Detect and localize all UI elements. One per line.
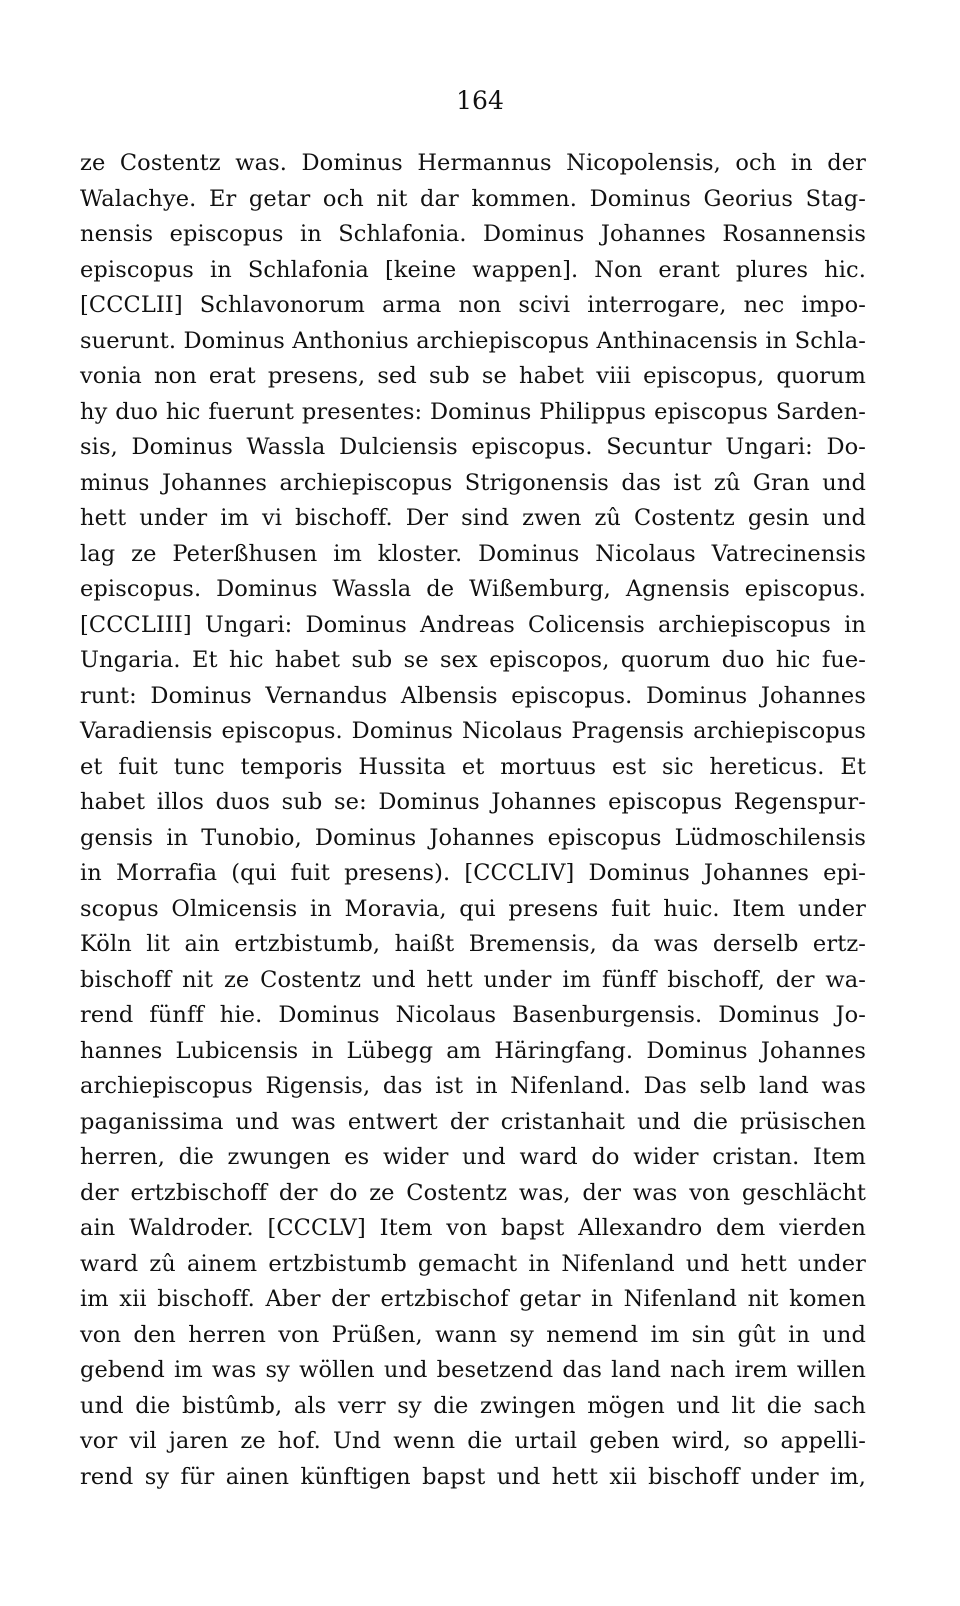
text-line: hett under im vi bischoff. Der sind zwen zû Costentz gesin und xyxy=(80,505,866,531)
text-line: lag ze Peterßhusen im kloster. Dominus Nicolaus Vatrecinensis xyxy=(80,540,866,567)
text-line: von den herren von Prüßen, wann sy nemend im sin gût in und xyxy=(80,1321,866,1348)
text-line: suerunt. Dominus Anthonius archiepiscopus Anthinacensis in Schla- xyxy=(80,327,866,354)
text-line: Ungaria. Et hic habet sub se sex episcopos, quorum duo hic fue- xyxy=(80,647,866,673)
text-line: im xii bischoff. Aber der ertzbischof getar in Nifenland nit komen xyxy=(80,1286,866,1312)
text-line: habet illos duos sub se: Dominus Johannes episcopus Regenspur- xyxy=(80,789,866,815)
text-line: rend fünff hie. Dominus Nicolaus Basenburgensis. Dominus Jo- xyxy=(80,1002,866,1028)
text-line: minus Johannes archiepiscopus Strigonensis das ist zû Gran und xyxy=(80,469,866,496)
text-line: der ertzbischoff der do ze Costentz was, der was von geschlächt xyxy=(80,1179,866,1206)
text-line: hannes Lubicensis in Lübegg am Häringfang. Dominus Johannes xyxy=(80,1037,866,1064)
text-line: episcopus in Schlafonia [keine wappen]. Non erant plures hic. xyxy=(80,256,866,283)
text-line: rend sy für ainen künftigen bapst und hett xii bischoff under im, xyxy=(80,1463,866,1490)
text-line: et fuit tunc temporis Hussita et mortuus est sic hereticus. Et xyxy=(80,753,866,780)
body-text xyxy=(80,146,866,1495)
text-line: runt: Dominus Vernandus Albensis episcopus. Dominus Johannes xyxy=(80,682,866,709)
text-line: hy duo hic fuerunt presentes: Dominus Philippus episcopus Sarden- xyxy=(80,398,866,425)
text-line: herren, die zwungen es wider und ward do wider cristan. Item xyxy=(80,1144,866,1170)
text-line: [CCCLIII] Ungari: Dominus Andreas Colicensis archiepiscopus in xyxy=(80,611,866,638)
text-line: bischoff nit ze Costentz und hett under im fünff bischoff, der wa- xyxy=(80,966,866,993)
text-line: gebend im was sy wöllen und besetzend das land nach irem willen xyxy=(80,1357,866,1383)
text-line: ward zû ainem ertzbistumb gemacht in Nifenland und hett under xyxy=(80,1250,866,1277)
text-line: und die bistûmb, als verr sy die zwingen mögen und lit die sach xyxy=(80,1392,866,1419)
text-line: episcopus. Dominus Wassla de Wißemburg, Agnensis episcopus. xyxy=(80,576,866,602)
text-line: ze Costentz was. Dominus Hermannus Nicopolensis, och in der xyxy=(80,150,866,176)
text-line: vonia non erat presens, sed sub se habet viii episcopus, quorum xyxy=(80,363,866,389)
text-line: in Morrafia (qui fuit presens). [CCCLIV] Dominus Johannes epi- xyxy=(80,860,866,886)
text-line: [CCCLII] Schlavonorum arma non scivi interrogare, nec impo- xyxy=(80,292,866,318)
text-line: Köln lit ain ertzbistumb, haißt Bremensis, da was derselb ertz- xyxy=(80,931,866,957)
text-line: vor vil jaren ze hof. Und wenn die urtail geben wird, so appelli- xyxy=(80,1428,866,1454)
text-line: scopus Olmicensis in Moravia, qui presens fuit huic. Item under xyxy=(80,895,866,922)
text-line: nensis episcopus in Schlafonia. Dominus Johannes Rosannensis xyxy=(80,221,866,247)
text-line: Walachye. Er getar och nit dar kommen. Dominus Georius Stag- xyxy=(80,185,866,212)
text-line: paganissima und was entwert der cristanhait und die prüsischen xyxy=(80,1108,866,1135)
text-line: Varadiensis episcopus. Dominus Nicolaus Pragensis archiepiscopus xyxy=(80,718,866,744)
text-line: ain Waldroder. [CCCLV] Item von bapst Allexandro dem vierden xyxy=(80,1215,866,1241)
text-line: gensis in Tunobio, Dominus Johannes episcopus Lüdmoschilensis xyxy=(80,824,866,851)
text-line: sis, Dominus Wassla Dulciensis episcopus. Secuntur Ungari: Do- xyxy=(80,434,866,460)
page-number: 164 xyxy=(456,86,504,115)
text-line: archiepiscopus Rigensis, das ist in Nifenland. Das selb land was xyxy=(80,1073,866,1099)
